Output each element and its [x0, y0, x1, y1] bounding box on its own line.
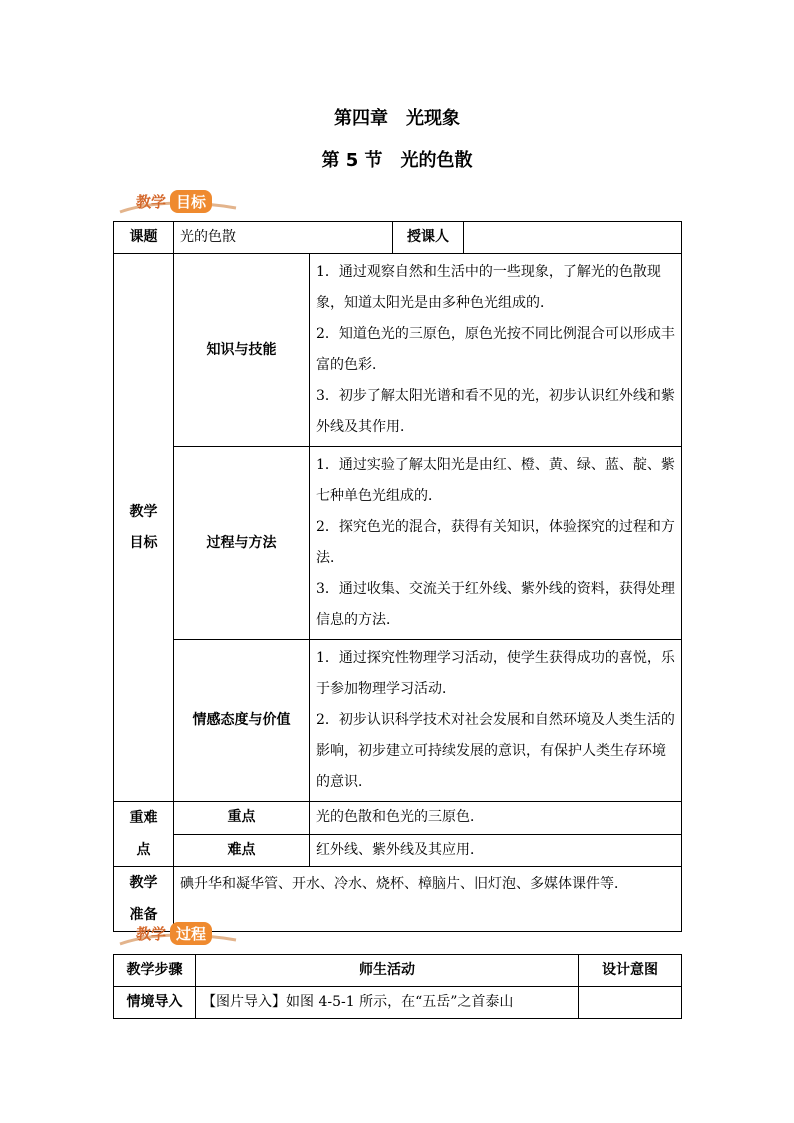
goal-item: 1．通过探究性物理学习活动，使学生获得成功的喜悦，乐于参加物理学习活动．: [316, 650, 675, 697]
process-badge-part1: 教学: [136, 925, 167, 943]
teacher-label: 授课人: [393, 222, 464, 254]
goal-item: 1．通过观察自然和生活中的一些现象，了解光的色散现象，知道太阳光是由多种色光组成的．: [316, 264, 661, 311]
goal-item: 2．探究色光的混合，获得有关知识，体验探究的过程和方法．: [316, 519, 675, 566]
goals-badge-part1: 教学: [136, 193, 167, 211]
process-header-activity: 师生活动: [196, 955, 579, 987]
goals-table: [113, 221, 682, 932]
difficulty-label: 难点: [174, 834, 310, 867]
process-intent: [579, 987, 682, 1019]
goals-label-line2: 目标: [129, 534, 158, 551]
process-header-step: 教学步骤: [114, 955, 196, 987]
goal-category-attitude: 情感态度与价值: [174, 640, 310, 802]
table-row: [114, 987, 682, 1019]
goal-content-process: [310, 447, 682, 640]
goals-badge: [118, 188, 238, 216]
prep-value: 碘升华和凝华管、开水、冷水、烧杯、樟脑片、旧灯泡、多媒体课件等．: [174, 867, 682, 932]
process-step: 情境导入: [114, 987, 196, 1019]
goals-label: [114, 254, 174, 802]
goal-item: 3．通过收集、交流关于红外线、紫外线的资料，获得处理信息的方法．: [316, 581, 675, 628]
process-badge: [118, 920, 238, 948]
key-point-label: 重点: [174, 802, 310, 835]
prep-label-line2: 准备: [129, 907, 158, 923]
process-badge-part2: 过程: [170, 922, 212, 945]
goals-badge-part2: 目标: [170, 190, 212, 213]
topic-label: 课题: [114, 222, 174, 254]
prep-label-line1: 教学: [129, 875, 158, 891]
key-label-line2: 点: [136, 842, 151, 858]
goals-label-line1: 教学: [129, 503, 158, 520]
section-title: 第 5 节 光的色散: [321, 150, 473, 171]
key-label-line1: 重难: [129, 810, 158, 826]
chapter-title: 第四章 光现象: [334, 108, 460, 129]
topic-value: 光的色散: [174, 222, 393, 254]
difficulty-value: 红外线、紫外线及其应用．: [310, 834, 682, 867]
key-point-value: 光的色散和色光的三原色．: [310, 802, 682, 835]
process-activity: 【图片导入】如图 4-5-1 所示，在“五岳”之首泰山: [196, 987, 579, 1019]
process-header-intent: 设计意图: [579, 955, 682, 987]
goal-category-process: 过程与方法: [174, 447, 310, 640]
goal-item: 2．知道色光的三原色，原色光按不同比例混合可以形成丰富的色彩．: [316, 326, 675, 373]
goal-content-knowledge: [310, 254, 682, 447]
goal-content-attitude: [310, 640, 682, 802]
key-difficulty-label: [114, 802, 174, 867]
goal-category-knowledge: 知识与技能: [174, 254, 310, 447]
goal-item: 2．初步认识科学技术对社会发展和自然环境及人类生活的影响，初步建立可持续发展的意识，有保护人类生存环境的意识．: [316, 712, 675, 790]
process-table: [113, 954, 682, 1019]
teacher-value: [464, 222, 682, 254]
goal-item: 3．初步了解太阳光谱和看不见的光，初步认识红外线和紫外线及其作用．: [316, 388, 675, 435]
goal-item: 1．通过实验了解太阳光是由红、橙、黄、绿、蓝、靛、紫七种单色光组成的．: [316, 457, 675, 504]
